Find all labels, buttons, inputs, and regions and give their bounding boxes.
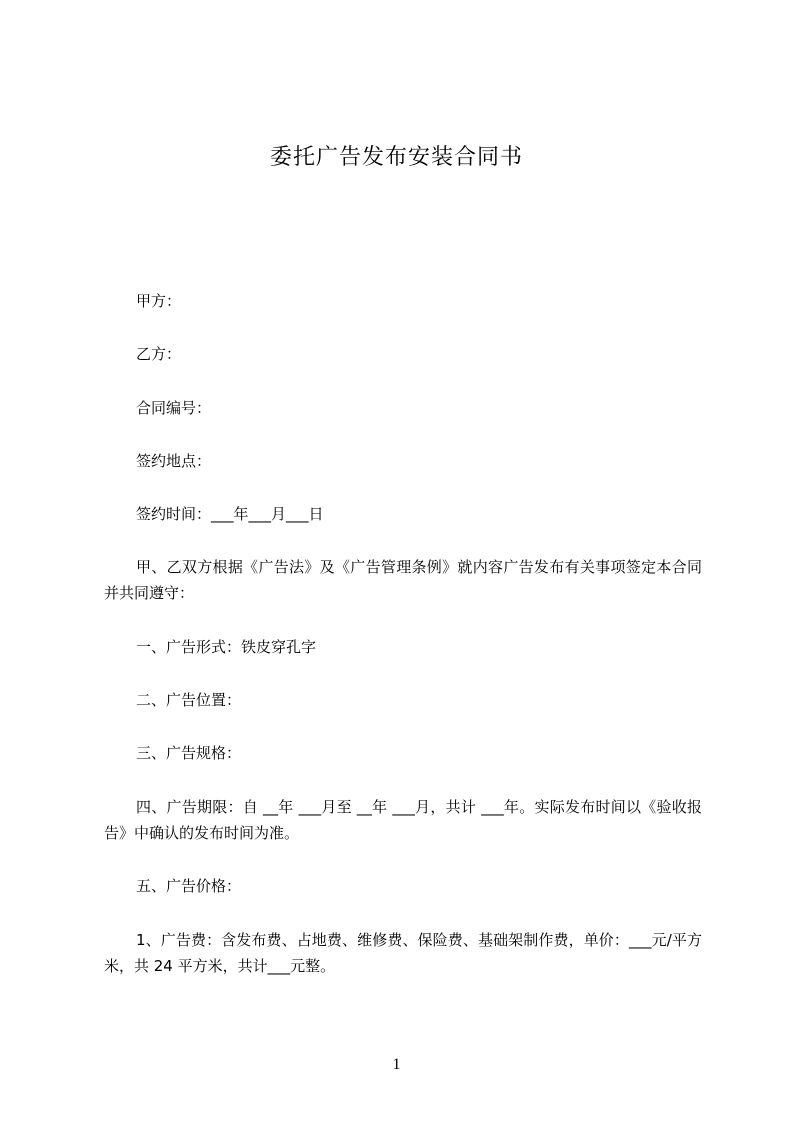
party-a-line: 甲方： [136,292,182,310]
preamble-paragraph: 甲、乙双方根据《广告法》及《广告管理条例》就内容广告发布有关事项签定本合同并共同遵守： [104,558,702,602]
page-title: 委托广告发布安装合同书 [269,145,523,170]
contract-number-line: 合同编号： [136,399,212,417]
page-number: 1 [392,1056,401,1073]
clause-ad-form: 一、广告形式：铁皮穿孔字 [136,638,317,656]
party-b-line: 乙方： [136,345,182,363]
signing-location-line: 签约地点： [136,452,212,470]
clause-ad-price: 五、广告价格： [136,877,242,895]
signing-date-line: 签约时间：___年___月___日 [136,505,324,523]
clause-ad-period: 四、广告期限：自 __年 ___月至 __年 ___月，共计 ___年。实际发布时间以《验收报告》中确认的发布时间为准。 [104,798,702,842]
clause-ad-fee: 1、广告费：含发布费、占地费、维修费、保险费、基础架制作费，单价：___元/平方米，共 24 平方米，共计___元整。 [104,931,702,975]
clause-ad-location: 二、广告位置： [136,691,242,709]
clause-ad-size: 三、广告规格： [136,744,242,762]
